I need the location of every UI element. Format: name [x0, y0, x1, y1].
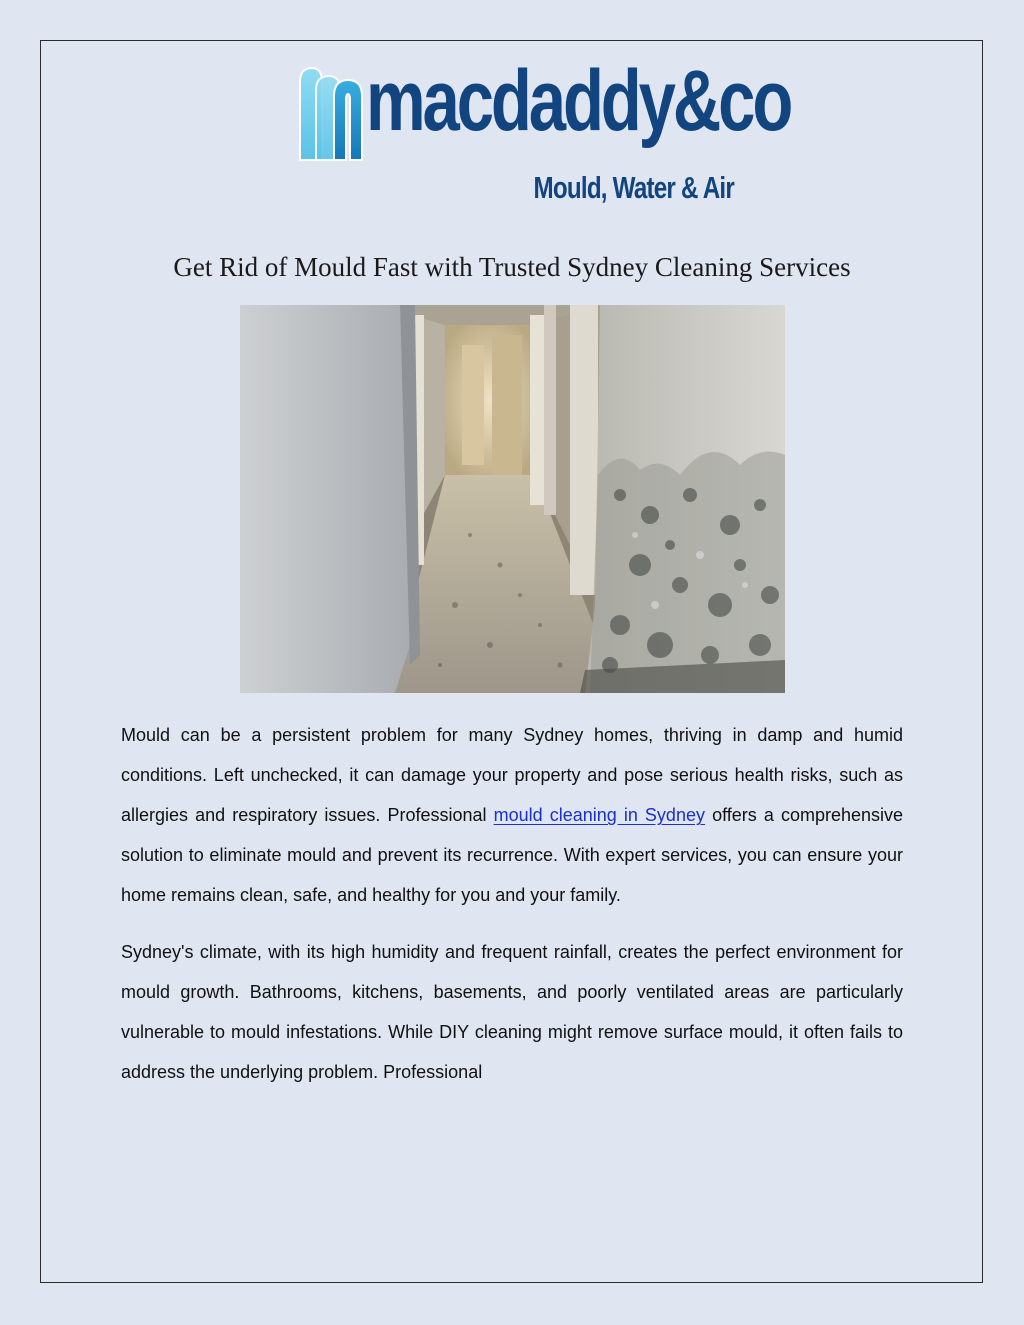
hallway-illustration: [240, 305, 785, 693]
article-title: Get Rid of Mould Fast with Trusted Sydney Cleaning Services: [173, 252, 851, 282]
logo-mark-icon: [298, 64, 368, 164]
paragraph-1: [121, 715, 903, 915]
logo-wordmark: macdaddy&co: [366, 53, 791, 149]
paragraph-1-text-after-link: offers a comprehensive solution to eliminate mould and prevent its recurrence. With expert services, you can ensure your home remains clean, safe, and healthy for you and your family.: [121, 805, 904, 905]
company-logo[interactable]: [298, 53, 791, 208]
mould-cleaning-sydney-link[interactable]: mould cleaning in Sydney: [493, 805, 705, 825]
logo-tagline: Mould, Water & Air: [533, 170, 734, 205]
paragraph-1-text-before-link: Mould can be a persistent problem for many Sydney homes, thriving in damp and humid conditions. Left unchecked, it can damage your property and pose serious health risks, such as allergies and respiratory issues. Professional: [121, 725, 903, 825]
article-body: [121, 715, 903, 1109]
mouldy-hallway-photo: [240, 305, 785, 693]
paragraph-2: Sydney's climate, with its high humidity and frequent rainfall, creates the perfect environment for mould growth. Bathrooms, kitchens, basements, and poorly ventilated areas are particularly vulnerable to mould infestations. While DIY cleaning might remove surface mould, it often fails to address the underlying problem. Professional: [121, 942, 903, 1082]
